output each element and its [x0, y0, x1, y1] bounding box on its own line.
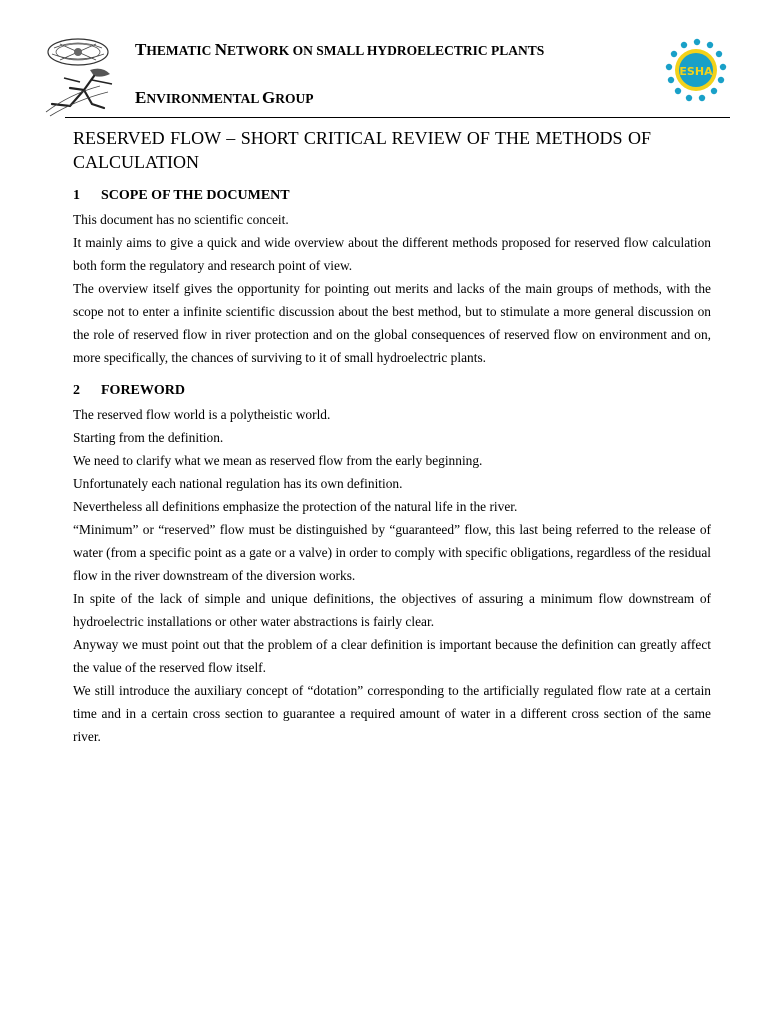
section-number: 1	[73, 188, 80, 203]
section-title: SCOPE OF THE DOCUMENT	[101, 188, 290, 203]
esha-logo-text: ESHA	[679, 65, 713, 78]
page-header	[40, 28, 730, 120]
paragraph: It mainly aims to give a quick and wide overview about the different methods proposed for reserved flow calculation both form the regulatory and research point of view.	[73, 235, 711, 273]
thematic-network-logo	[40, 34, 126, 118]
paragraph: In spite of the lack of simple and unique definitions, the objectives of assuring a minimum flow downstream of hydroelectric installations or other water abstractions is fairly clear.	[73, 591, 711, 629]
paragraph: Starting from the definition.	[73, 430, 224, 445]
paragraph: Nevertheless all definitions emphasize the protection of the natural life in the river.	[73, 499, 518, 514]
section-title: FOREWORD	[101, 383, 185, 398]
paragraph: The reserved flow world is a polytheistic world.	[73, 407, 331, 422]
header-divider	[65, 117, 730, 118]
paragraph: Anyway we must point out that the problem of a clear definition is important because the definition can greatly affect the value of the reserved flow itself.	[73, 637, 711, 675]
esha-logo	[664, 36, 730, 106]
section-scope	[73, 188, 711, 369]
section-heading	[73, 188, 711, 204]
document-body	[73, 126, 711, 748]
paragraph: The overview itself gives the opportunity for pointing out merits and lacks of the main groups of methods, with the scope not to enter a infinite scientific discussion about the best method, but to stimulate a more general discussion on the role of reserved flow in river protection and on the global consequences of reserved flow on environment and on, more specifically, the chances of surviving to it of small hydroelectric plants.	[73, 281, 711, 365]
paragraph: Unfortunately each national regulation has its own definition.	[73, 476, 403, 491]
paragraph: We still introduce the auxiliary concept of “dotation” corresponding to the artificially regulated flow rate at a certain time and in a certain cross section to guarantee a required amount of water in a different cross section of the same river.	[73, 683, 711, 744]
paragraph: This document has no scientific conceit.	[73, 212, 289, 227]
group-title: ENVIRONMENTAL GROUP	[135, 88, 314, 107]
section-foreword	[73, 383, 711, 748]
document-title: RESERVED FLOW – SHORT CRITICAL REVIEW OF THE METHODS OF CALCULATION	[73, 128, 652, 172]
paragraph: “Minimum” or “reserved” flow must be distinguished by “guaranteed” flow, this last being referred to the release of water (from a specific point as a gate or a valve) in order to comply with specific obligations, regardless of the residual flow in the river downstream of the diversion works.	[73, 522, 711, 583]
section-number: 2	[73, 383, 80, 398]
network-title: THEMATIC NETWORK ON SMALL HYDROELECTRIC PLANTS	[135, 40, 545, 59]
paragraph: We need to clarify what we mean as reserved flow from the early beginning.	[73, 453, 483, 468]
section-heading	[73, 383, 711, 399]
